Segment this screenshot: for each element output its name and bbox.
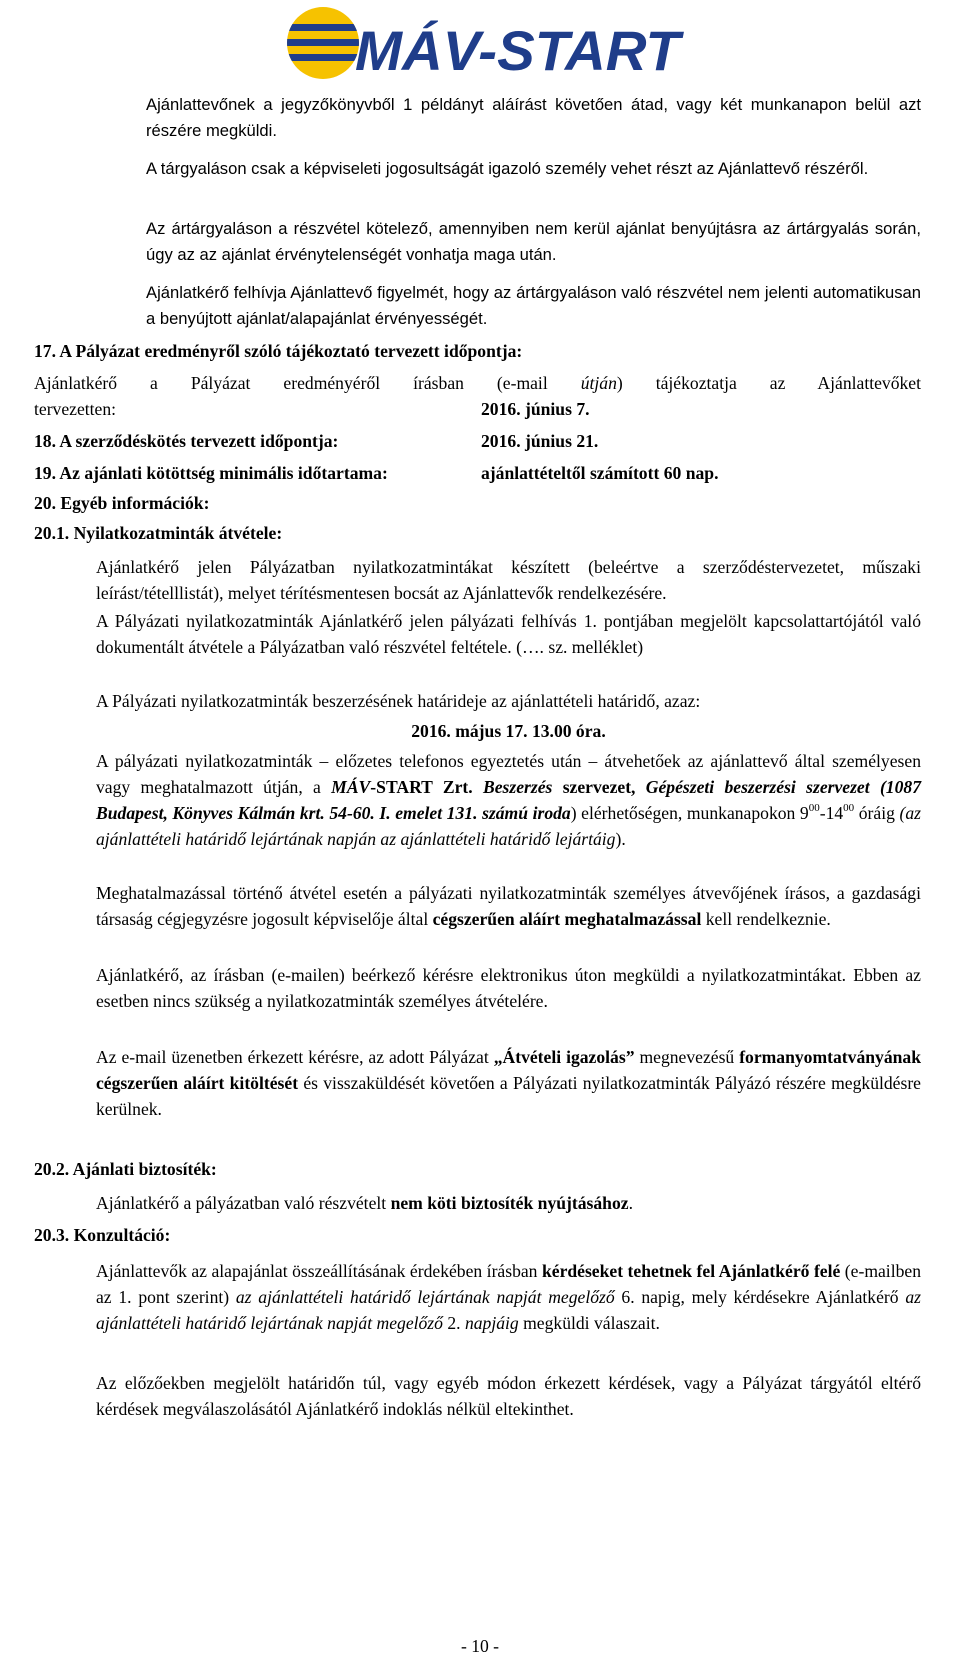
intro-paragraph-2: A tárgyaláson csak a képviseleti jogosultságát igazoló személy vehet részt az Ajánlattevő részéről. bbox=[146, 159, 869, 178]
section-20-1-paragraph-6: Ajánlatkérő, az írásban (e-mailen) beérkező kérésre elektronikus úton megküldi a nyilatkozatmintákat. Ebben az esetben nincs szükség a nyilatkozatminták személyes átvételére. bbox=[96, 965, 921, 1011]
section-17-date: 2016. június 7. bbox=[481, 399, 590, 419]
mav-start-logo bbox=[275, 4, 685, 82]
section-20-3-paragraph-1: Ajánlattevők az alapajánlat összeállításának érdekében írásban kérdéseket tehetnek fel Ajánlatkérő felé (e-mailben az 1. pont szerint) az ajánlattételi határidő lejártának napját megelőző 6. napig, mely kérdésekre Ajánlatkérő az ajánlattételi határidő lejártának napját megelőző 2. napjáig megküldi válaszait. bbox=[96, 1261, 921, 1333]
intro-paragraph-4: Ajánlatkérő felhívja Ajánlattevő figyelmét, hogy az ártárgyaláson való részvétel nem jelenti automatikusan a benyújtott ajánlat/alapajánlat érvényességét. bbox=[146, 283, 921, 328]
logo-wordmark: MÁV-START bbox=[355, 19, 685, 82]
section-20-1-paragraph-7: Az e-mail üzenetben érkezett kérésre, az adott Pályázat „Átvételi igazolás” megnevezésű formanyomtatványának cégszerűen aláírt kitöltését és visszaküldését követően a Pályázati nyilatkozatminták Pályázó részére megküldésre kerülnek. bbox=[96, 1047, 921, 1119]
section-20-1-paragraph-1: Ajánlatkérő jelen Pályázatban nyilatkozatmintákat készített (beleértve a szerződéstervezetet, műszaki leírást/tételllistát), melyet térítésmentesen bocsát az Ajánlattevők rendelkezésére. bbox=[96, 557, 921, 603]
section-20-1-deadline: 2016. május 17. 13.00 óra. bbox=[411, 721, 606, 741]
section-18-heading: 18. A szerződéskötés tervezett időpontja: bbox=[34, 431, 339, 451]
section-17-text: Ajánlatkérő a Pályázat eredményéről írásban (e-mail útján) tájékoztatja az Ajánlattevőket bbox=[34, 373, 921, 393]
section-20-1-paragraph-2: A Pályázati nyilatkozatminták Ajánlatkérő jelen pályázati felhívás 1. pontjában megjelölt kapcsolattartójától való dokumentált átvétele a Pályázatban való részvétel feltétele. (…. sz. melléklet) bbox=[96, 611, 921, 657]
intro-paragraph-3: Az ártárgyaláson a részvétel kötelező, amennyiben nem kerül ajánlat benyújtásra az ártárgyalás során, úgy az az ajánlat érvénytelenségét vonhatja maga után. bbox=[146, 219, 921, 264]
section-20-2-heading: 20.2. Ajánlati biztosíték: bbox=[34, 1159, 217, 1179]
page-number: - 10 - bbox=[460, 1636, 500, 1656]
section-19-heading: 19. Az ajánlati kötöttség minimális időtartama: bbox=[34, 463, 388, 483]
section-20-1-heading: 20.1. Nyilatkozatminták átvétele: bbox=[34, 523, 283, 543]
section-20-3-heading: 20.3. Konzultáció: bbox=[34, 1225, 171, 1245]
section-20-heading: 20. Egyéb információk: bbox=[34, 493, 210, 513]
section-18-value: 2016. június 21. bbox=[481, 431, 599, 451]
section-17-heading: 17. A Pályázat eredményről szóló tájékoztató tervezett időpontja: bbox=[34, 341, 523, 361]
section-20-1-paragraph-4: A pályázati nyilatkozatminták – előzetes telefonos egyeztetés után – átvehetőek az ajánlattevő által személyesen vagy meghatalmazott útján, a MÁV-START Zrt. Beszerzés szervezet, Gépészeti beszerzési szervezet (1087 Budapest, Könyves Kálmán krt. 54-60. I. emelet 131. számú iroda) elérhetőségen, munkanapokon $9^{00}-14^{00}$ óráig (az ajánlattételi határidő lejártának napján az ajánlattételi határidő lejártáig). bbox=[96, 751, 921, 849]
section-19-value: ajánlattételtől számított 60 nap. bbox=[481, 463, 719, 483]
intro-paragraph-1: Ajánlattevőnek a jegyzőkönyvből 1 példányt aláírást követően átad, vagy két munkanapon belül azt részére megküldi. bbox=[146, 95, 921, 140]
section-20-2-paragraph: Ajánlatkérő a pályázatban való részvételt nem köti biztosíték nyújtásához. bbox=[96, 1193, 633, 1213]
section-20-1-paragraph-5: Meghatalmazással történő átvétel esetén a pályázati nyilatkozatminták személyes átvevőjének írásos, a gazdasági társaság cégjegyzésre jogosult képviselője által cégszerűen aláírt meghatalmazással kell rendelkeznie. bbox=[96, 883, 921, 929]
section-17-text-end: tervezetten: bbox=[34, 399, 117, 419]
section-20-3-paragraph-2: Az előzőekben megjelölt határidőn túl, vagy egyéb módon érkezett kérdések, vagy a Pályázat tárgyától eltérő kérdések megválaszolásától Ajánlatkérő indoklás nélkül eltekinthet. bbox=[96, 1373, 921, 1419]
section-20-1-paragraph-3: A Pályázati nyilatkozatminták beszerzésének határideje az ajánlattételi határidő, azaz: bbox=[96, 691, 701, 711]
